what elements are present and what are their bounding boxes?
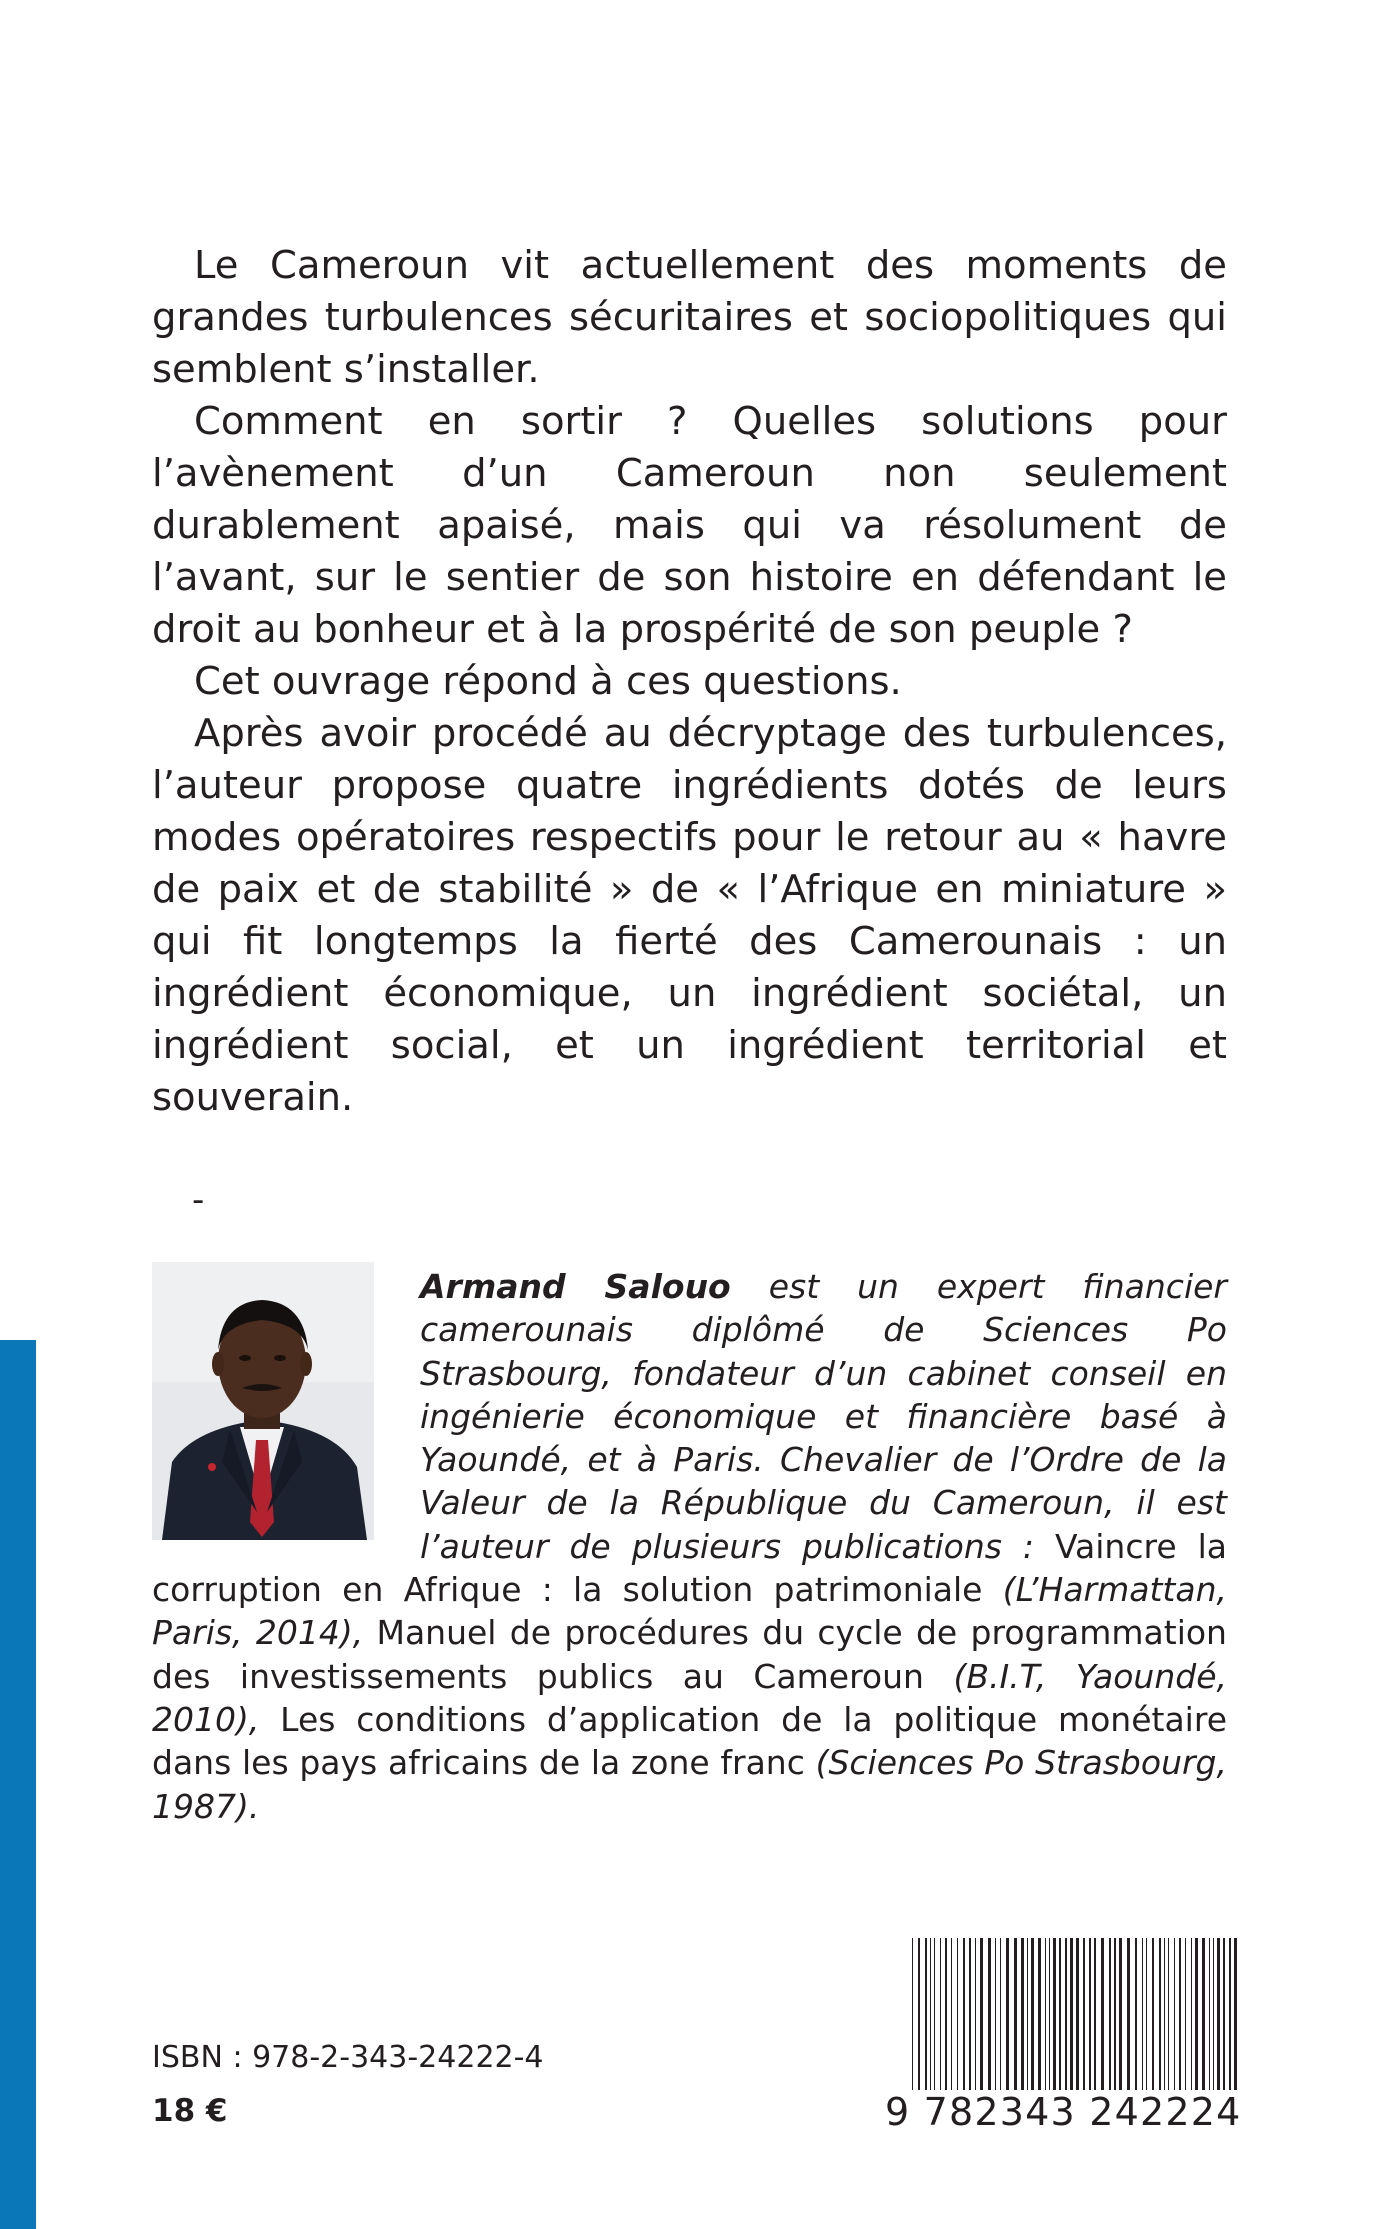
book-title-1: Vaincre la corruption en Afrique : la solution patrimoniale — [152, 1526, 1227, 1610]
book-title-2: Manuel de procédures du cycle de programmation des investissements publics au Cameroun — [152, 1613, 1227, 1696]
book-publisher-3: (Sciences Po Strasbourg, 1987). — [152, 1743, 1227, 1826]
summary-paragraph-1: Le Cameroun vit actuellement des moments de grandes turbulences sécuritaires et sociopolitiques qui semblent s’installer. — [152, 243, 1227, 392]
summary-paragraph-4: Après avoir procédé au décryptage des turbulences, l’auteur propose quatre ingrédients dotés de leurs modes opératoires respectifs pour le retour au « havre de paix et de stabilité » de « l’Afrique en miniature » qui fit longtemps la fierté des Camerounais : un ingrédient économique, un ingrédient sociétal, un ingrédient social, et un ingrédient territorial et souverain. — [152, 711, 1227, 1120]
summary-paragraph-3: Cet ouvrage répond à ces questions. — [194, 659, 902, 704]
book-publisher-2: (B.I.T, Yaoundé, 2010), — [152, 1656, 1227, 1739]
book-title-3: Les conditions d’application de la politique monétaire dans les pays africains de la zone franc — [152, 1699, 1227, 1783]
author-name: Armand Salouo — [420, 1267, 731, 1306]
isbn-label: ISBN : 978-2-343-24222-4 — [152, 2040, 544, 2075]
separator-dash: - — [192, 1180, 205, 1220]
barcode-digits: 9 782343 242224 — [885, 2090, 1245, 2134]
book-publisher-1: (L’Harmattan, Paris, 2014), — [152, 1570, 1227, 1653]
summary-paragraph-2: Comment en sortir ? Quelles solutions pour l’avènement d’un Cameroun non seulement durablement apaisé, mais qui va résolument de l’avant, sur le sentier de son histoire en défendant le droit au bonheur et à la prospérité de son peuple ? — [152, 399, 1227, 652]
price-label: 18 € — [152, 2093, 228, 2129]
back-cover-summary — [152, 240, 1227, 1124]
author-biography — [152, 1265, 1227, 1828]
photo-text-wrap-spacer — [152, 1265, 420, 1567]
bio-intro: est un expert financier camerounais diplômé de Sciences Po Strasbourg, fondateur d’un cabinet conseil en ingénierie économique et financière basé à Yaoundé, et à Paris. Chevalier de l’Ordre de la Valeur de la République du Cameroun, il est l’auteur de plusieurs publications : — [420, 1267, 1227, 1566]
spine-accent-band — [0, 1340, 36, 2229]
